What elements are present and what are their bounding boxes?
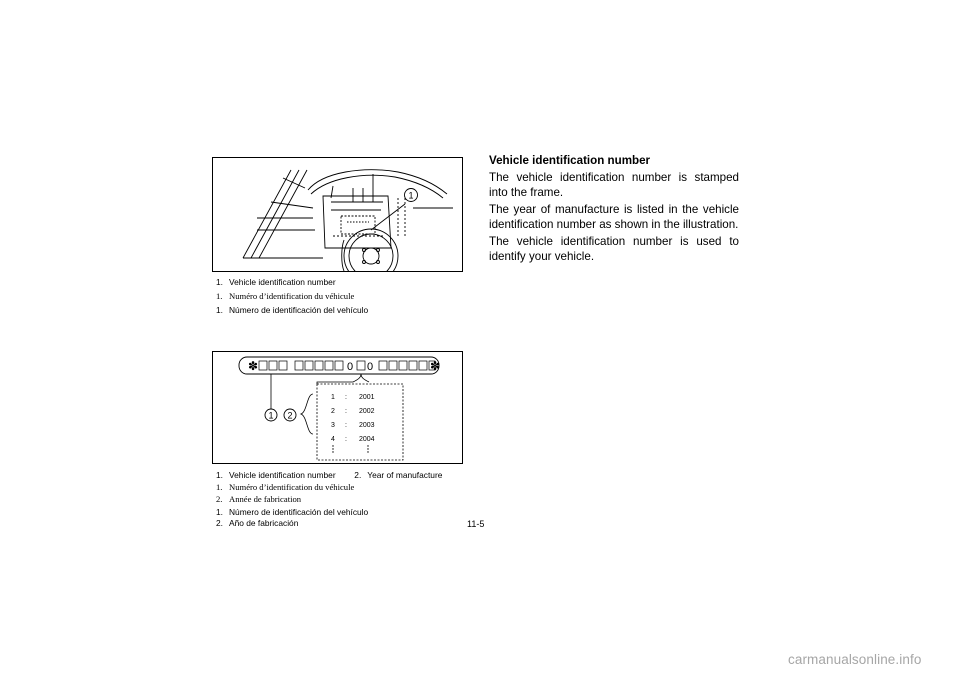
year-value-2001: 2001 (359, 394, 375, 401)
caption-bottom-es-2: 2. Año de fabricación (216, 518, 299, 528)
vin-location-illustration (213, 158, 462, 271)
callout-label-1: 1 (268, 410, 274, 421)
vin-format-figure (212, 351, 463, 464)
vin-location-figure (212, 157, 463, 272)
year-code-1: 1 (331, 394, 335, 401)
paragraph-1: The vehicle identification number is stamped into the frame. (489, 171, 739, 200)
vin-end-asterisk: ✽ (429, 359, 441, 373)
year-value-2004: 2004 (359, 436, 375, 443)
paragraph-3: The vehicle identification number is used to identify your vehicle. (489, 235, 739, 264)
page-number: 11-5 (467, 519, 485, 529)
caption-top-en: 1. Vehicle identification number (216, 277, 336, 287)
continuation-dots (332, 445, 368, 452)
vin-start-asterisk: ✽ (247, 359, 259, 373)
year-sep-3: : (345, 422, 347, 429)
year-value-2003: 2003 (359, 422, 375, 429)
year-sep-4: : (345, 436, 347, 443)
year-code-2: 2 (331, 408, 335, 415)
watermark-link[interactable]: carmanualsonline.info (788, 652, 922, 667)
caption-top-es: 1. Número de identificación del vehículo (216, 305, 369, 315)
caption-bottom-es-1: 1. Número de identificación del vehículo (216, 507, 369, 517)
year-sep-1: : (345, 394, 347, 401)
callout-label-1: 1 (408, 190, 414, 201)
section-title: Vehicle identification number (489, 154, 651, 167)
vin-char-0a: 0 (347, 361, 354, 373)
vin-char-0b: 0 (367, 361, 374, 373)
paragraph-2: The year of manufacture is listed in the vehicle identification number as shown in the illustration. (489, 203, 739, 232)
caption-top-fr: 1. Numéro d’identification du véhicule (216, 291, 355, 301)
callout-label-2: 2 (287, 410, 293, 421)
year-code-4: 4 (331, 436, 335, 443)
year-value-2002: 2002 (359, 408, 375, 415)
caption-bottom-en: 1. Vehicle identification number 2. Year of manufacture (216, 470, 443, 480)
caption-bottom-fr-1: 1. Numéro d’identification du véhicule (216, 482, 355, 492)
year-sep-2: : (345, 408, 347, 415)
vin-format-illustration (213, 352, 462, 463)
caption-bottom-fr-2: 2. Année de fabrication (216, 494, 302, 504)
year-code-3: 3 (331, 422, 335, 429)
